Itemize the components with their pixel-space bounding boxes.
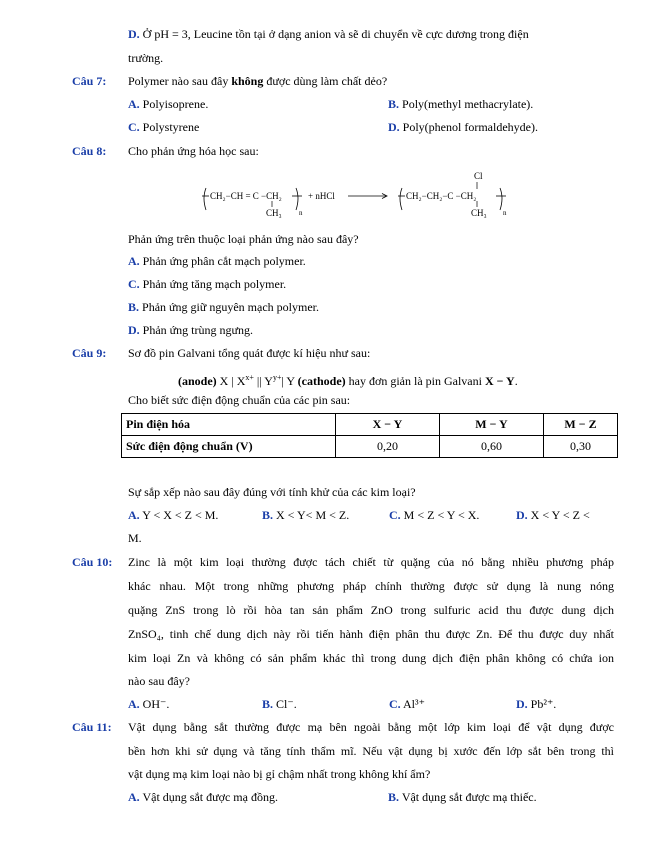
option-letter: C. xyxy=(128,120,140,134)
option-letter: A. xyxy=(128,254,140,268)
option-text: X < Y< M < Z. xyxy=(276,508,350,522)
scheme-part: hay đơn giản là pin Galvani xyxy=(345,374,485,388)
right-polymer-chlorine: Cl xyxy=(474,171,483,181)
scheme-pair: X − Y xyxy=(484,374,515,388)
table-row xyxy=(122,436,618,458)
q9-given: Cho biết sức điện động chuẩn của các pin sau: xyxy=(128,393,351,407)
table-cell: 0,60 xyxy=(440,436,544,458)
left-polymer-chain: CH₂−CH = C −CH₂ xyxy=(210,191,282,201)
left-bracket-close xyxy=(296,188,298,210)
option-letter: C. xyxy=(389,508,401,522)
right-polymer-substituent: CH₃ xyxy=(471,208,487,218)
option-text: X < Y < Z < xyxy=(530,508,590,522)
q8-option-d xyxy=(128,323,253,338)
reagent-text: + nHCl xyxy=(308,191,335,201)
option-letter: D. xyxy=(388,120,400,134)
q8-option-b xyxy=(128,300,319,315)
scheme-part: | Y xyxy=(281,374,298,388)
right-bracket-open xyxy=(400,188,402,210)
table-header-row xyxy=(122,414,618,436)
option-letter: A. xyxy=(128,790,140,804)
q7-option-a xyxy=(128,97,208,112)
q9-option-d-cont: M. xyxy=(128,531,142,545)
option-text: OH⁻. xyxy=(142,697,170,711)
scheme-part: X | X xyxy=(216,374,246,388)
right-polymer-chain: CH₂−CH₂−C −CH₂ xyxy=(406,191,477,201)
option-letter: A. xyxy=(128,697,140,711)
left-bracket-open xyxy=(204,188,206,210)
q11-stem-line: Vật dụng bằng sắt thường được mạ bên ngoài bằng một lớp kim loại để vật dụng được xyxy=(128,720,614,734)
q8-stem: Cho phản ứng hóa học sau: xyxy=(128,144,259,158)
q8-option-a xyxy=(128,254,306,269)
anode-label: (anode) xyxy=(178,374,217,388)
q10-stem-line: Zinc là một kim loại thường được tách chiết từ quặng của nó bằng nhiều phương pháp xyxy=(128,555,614,569)
table-row-label: Sức điện động chuẩn (V) xyxy=(122,436,336,458)
q9-galvanic-scheme xyxy=(178,370,518,389)
scheme-charge: y+ xyxy=(272,373,282,382)
q9-option-c xyxy=(389,508,479,523)
table-cell: 0,30 xyxy=(544,436,618,458)
option-text: Phản ứng tăng mạch polymer. xyxy=(142,277,287,291)
option-text: Vật dụng sắt được mạ đồng. xyxy=(142,790,278,804)
scheme-part: || Y xyxy=(253,374,273,388)
option-text: Polystyrene xyxy=(142,120,200,134)
q6-option-d-text: Ở pH = 3, Leucine tồn tại ở dạng anion và sẽ di chuyển về cực dương trong điện xyxy=(142,27,529,41)
q10-stem-line: khác nhau. Một trong những phương pháp chính thường được sử dụng là nung nóng xyxy=(128,579,614,593)
q6-option-d-cont: trường. xyxy=(128,51,164,65)
q7-stem-emphasis: không xyxy=(231,74,264,88)
option-text: Polyisoprene. xyxy=(142,97,209,111)
emf-table xyxy=(121,413,618,458)
q7-option-c xyxy=(128,120,199,135)
q7-stem-a: Polymer nào sau đây xyxy=(128,74,232,88)
option-text: Poly(methyl methacrylate). xyxy=(402,97,534,111)
option-letter: D. xyxy=(516,508,528,522)
q6-option-d xyxy=(128,27,529,42)
option-letter: B. xyxy=(128,300,140,314)
scheme-charge: x+ xyxy=(245,373,254,382)
q10-stem-line: kim loại Zn và không có sản phẩm khác thì trong dung dịch điện phân không có chứa ion xyxy=(128,651,614,665)
q7-label: Câu 7: xyxy=(72,74,107,88)
q11-stem-line: bền hơn khi sử dụng và tăng tính thẩm mĩ. Nếu vật dụng bị xước đến lớp sắt bên trong thì xyxy=(128,744,614,758)
option-text: Phản ứng giữ nguyên mạch polymer. xyxy=(142,300,319,314)
table-header-cell: M − Y xyxy=(440,414,544,436)
option-letter: D. xyxy=(516,697,528,711)
left-polymer-n: n xyxy=(299,209,303,217)
q8-question: Phản ứng trên thuộc loại phản ứng nào sau đây? xyxy=(128,232,359,246)
q11-option-b xyxy=(388,790,537,805)
q10-stem-line: quặng ZnS trong lò rồi hòa tan sản phẩm ZnO trong sulfuric acid thu được dung dịch xyxy=(128,603,614,617)
q8-label: Câu 8: xyxy=(72,144,107,158)
q7-option-d xyxy=(388,120,538,135)
table-header-cell: Pin điện hóa xyxy=(122,414,336,436)
left-polymer-substituent: CH₃ xyxy=(266,208,282,218)
q10-option-c xyxy=(389,697,425,712)
q9-option-b xyxy=(262,508,349,523)
q8-option-c xyxy=(128,277,286,292)
q9-label: Câu 9: xyxy=(72,346,107,360)
right-polymer-n: n xyxy=(503,209,507,217)
option-letter: B. xyxy=(388,97,400,111)
cathode-label: (cathode) xyxy=(297,374,346,388)
option-text: M < Z < Y < X. xyxy=(403,508,480,522)
scheme-part: . xyxy=(514,374,518,388)
q11-stem-line: vật dụng mạ kim loại nào bị gỉ chậm nhất trong không khí ẩm? xyxy=(128,767,431,781)
option-letter: B. xyxy=(262,508,274,522)
option-text: Phản ứng trùng ngưng. xyxy=(142,323,254,337)
option-letter: D. xyxy=(128,27,140,41)
q10-stem-line: ZnSO₄, tinh chế dung dịch này rồi tiến hành điện phân thu được Zn. Để thu được duy nhất xyxy=(128,627,614,641)
q10-label: Câu 10: xyxy=(72,555,113,569)
option-text: Y < X < Z < M. xyxy=(142,508,219,522)
q10-stem-line: nào sau đây? xyxy=(128,674,190,688)
q9-stem: Sơ đồ pin Galvani tổng quát được kí hiệu như sau: xyxy=(128,346,371,360)
option-letter: B. xyxy=(262,697,274,711)
option-text: Pb²⁺. xyxy=(530,697,557,711)
option-text: Vật dụng sắt được mạ thiếc. xyxy=(401,790,537,804)
option-letter: A. xyxy=(128,508,140,522)
q9-option-d xyxy=(516,508,590,523)
q10-option-a xyxy=(128,697,169,712)
option-letter: A. xyxy=(128,97,140,111)
table-cell: 0,20 xyxy=(336,436,440,458)
option-text: Poly(phenol formaldehyde). xyxy=(402,120,538,134)
table-header-cell: M − Z xyxy=(544,414,618,436)
right-bracket-close xyxy=(500,188,502,210)
q7-stem xyxy=(128,74,387,89)
option-letter: B. xyxy=(388,790,400,804)
option-text: Phản ứng phân cắt mạch polymer. xyxy=(142,254,306,268)
option-letter: C. xyxy=(389,697,401,711)
q7-stem-c: được dùng làm chất dẻo? xyxy=(263,74,388,88)
table-header-cell: X − Y xyxy=(336,414,440,436)
option-letter: D. xyxy=(128,323,140,337)
q9-question: Sự sắp xếp nào sau đây đúng với tính khử của các kim loại? xyxy=(128,485,416,499)
q11-label: Câu 11: xyxy=(72,720,112,734)
option-letter: C. xyxy=(128,277,140,291)
q8-reaction-equation xyxy=(200,170,540,230)
option-text: Al³⁺ xyxy=(403,697,425,711)
option-text: Cl⁻. xyxy=(276,697,297,711)
q9-option-a xyxy=(128,508,218,523)
q10-option-b xyxy=(262,697,297,712)
q7-option-b xyxy=(388,97,533,112)
q10-option-d xyxy=(516,697,556,712)
q11-option-a xyxy=(128,790,278,805)
